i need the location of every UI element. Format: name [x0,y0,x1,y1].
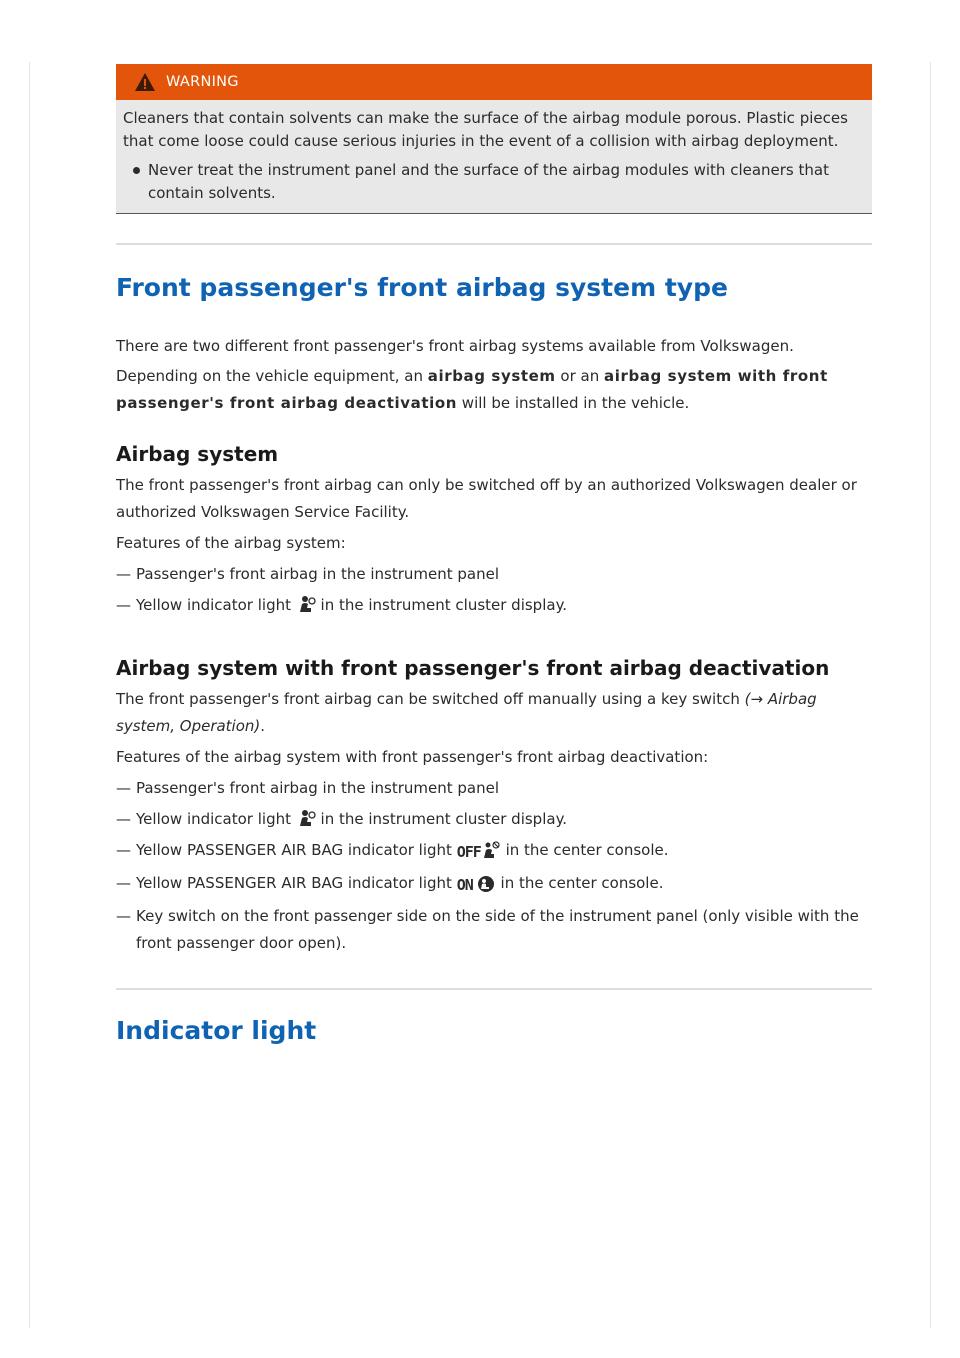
warning-bullet-text: Never treat the instrument panel and the surface of the airbag modules with cleaners that contain solvents. [148,161,829,202]
equipment-paragraph: Depending on the vehicle equipment, an airbag system or an airbag system with front passenger's front airbag deactivation will be installed in the vehicle. [116,367,828,412]
heading-airbag-system: Airbag system [116,442,279,466]
warning-bullet [123,159,864,205]
section-title-airbag-system-type: Front passenger's front airbag system type [116,273,728,302]
warning-header [116,64,872,100]
heading-airbag-deactivation: Airbag system with front passenger's front airbag deactivation [116,656,830,680]
passenger-airbag-off-icon: OFF [457,839,501,866]
list-item: — Yellow PASSENGER AIR BAG indicator light OFF in the center console. [116,837,872,866]
section-divider [116,988,872,990]
airbag-system-features-label: Features of the airbag system: [116,534,346,552]
section-title-indicator-light: Indicator light [116,1016,317,1045]
intro-paragraph: There are two different front passenger's front airbag systems available from Volkswagen. [116,337,794,355]
warning-title: WARNING [166,74,239,90]
airbag-indicator-icon [296,595,316,613]
page-margin-rule-right [930,62,931,1328]
warning-text: Cleaners that contain solvents can make the surface of the airbag module porous. Plastic pieces that come loose could cause serious injuries in the event of a collision with airbag deployment. [123,109,848,150]
list-item: — Yellow indicator light in the instrument cluster display. [116,810,568,828]
airbag-indicator-icon [296,809,316,827]
cross-reference-link[interactable]: (→ Airbag system, Operation) [116,690,817,735]
list-item: — Yellow PASSENGER AIR BAG indicator light ON in the center console. [116,870,872,899]
page-content [116,64,872,1046]
list-item: — Yellow indicator light in the instrument cluster display. [116,596,568,614]
warning-body [116,100,872,213]
list-item: — Passenger's front airbag in the instrument panel [116,779,500,797]
airbag-system-text: The front passenger's front airbag can only be switched off by an authorized Volkswagen dealer or authorized Volkswagen Service Facility. [116,476,857,521]
warning-triangle-icon [134,72,156,92]
bullet-dot-icon [133,167,140,174]
deactivation-text: The front passenger's front airbag can be switched off manually using a key switch (→ Airbag system, Operation). [116,690,817,735]
list-item: — Key switch on the front passenger side on the side of the instrument panel (only visible with the front passenger door open). [116,907,859,952]
warning-box [116,64,872,214]
section-divider [116,243,872,245]
page-margin-rule-left [29,62,30,1328]
list-item: — Passenger's front airbag in the instrument panel [116,565,500,583]
passenger-airbag-on-icon: ON [457,872,496,899]
deactivation-features-label: Features of the airbag system with front passenger's front airbag deactivation: [116,748,709,766]
